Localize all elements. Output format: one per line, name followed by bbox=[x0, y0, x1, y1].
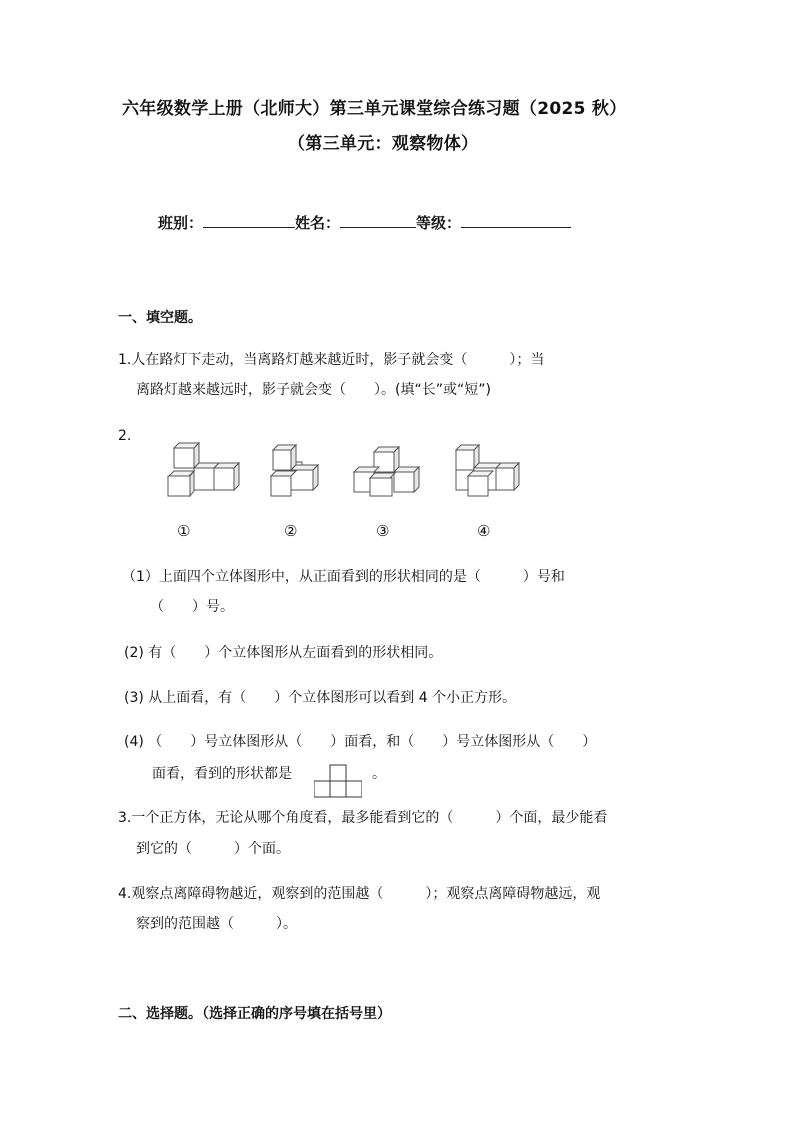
question-3-line-1: 3.一个正方体，无论从哪个角度看，最多能看到它的（ ）个面，最少能看 bbox=[118, 810, 608, 826]
question-4-line-2: 察到的范围越（ ）。 bbox=[136, 916, 297, 932]
grade-label: 等级： bbox=[416, 214, 462, 232]
question-3-line-2: 到它的（ ）个面。 bbox=[136, 841, 290, 857]
question-2-2: (2) 有（ ）个立体图形从左面看到的形状相同。 bbox=[124, 645, 443, 661]
question-2-4-line-1: (4) （ ）号立体图形从（ ）面看，和（ ）号立体图形从（ ） bbox=[124, 734, 597, 750]
figure-label-1: ① bbox=[177, 522, 191, 540]
figure-4-cubes bbox=[456, 445, 519, 496]
class-label: 班别： bbox=[158, 214, 204, 232]
section-heading-multiple-choice: 二、选择题。（选择正确的序号填在括号里） bbox=[118, 1006, 391, 1022]
figure-1-cubes bbox=[168, 443, 239, 496]
question-2-4-line-2a: 面看，看到的形状都是 bbox=[152, 766, 292, 782]
question-1-line-2: 离路灯越来越远时，影子就会变（ ）。(填“长”或“短”) bbox=[136, 382, 491, 398]
question-4-line-1: 4.观察点离障碍物越近，观察到的范围越（ ）；观察点离障碍物越远，观 bbox=[118, 886, 601, 902]
view-shape-figure bbox=[314, 763, 362, 799]
info-line bbox=[158, 212, 571, 233]
cube-figures bbox=[160, 440, 530, 502]
question-2-3: (3) 从上面看，有（ ）个立体图形可以看到 4 个小正方形。 bbox=[124, 690, 517, 706]
question-2-1-line-2: （ ）号。 bbox=[150, 599, 234, 615]
figure-label-4: ④ bbox=[477, 522, 491, 540]
question-1-line-1: 1.人在路灯下走动，当离路灯越来越近时，影子就会变（ ）；当 bbox=[118, 352, 545, 368]
question-2-4-line-2b: 。 bbox=[372, 766, 386, 782]
section-heading-fill-blank: 一、填空题。 bbox=[118, 310, 202, 326]
page-subtitle: （第三单元：观察物体） bbox=[288, 134, 479, 154]
figure-3-cubes bbox=[354, 447, 419, 496]
class-blank[interactable] bbox=[203, 212, 295, 228]
question-2-1-line-1: （1）上面四个立体图形中，从正面看到的形状相同的是（ ）号和 bbox=[122, 569, 565, 585]
figure-label-2: ② bbox=[284, 522, 298, 540]
figure-2-cubes bbox=[271, 445, 318, 496]
name-label: 姓名： bbox=[295, 214, 341, 232]
grade-blank[interactable] bbox=[461, 212, 571, 228]
name-blank[interactable] bbox=[340, 212, 416, 228]
page-title: 六年级数学上册（北师大）第三单元课堂综合练习题（2025 秋） bbox=[122, 99, 627, 119]
question-2-number: 2. bbox=[118, 428, 132, 444]
figure-label-3: ③ bbox=[376, 522, 390, 540]
